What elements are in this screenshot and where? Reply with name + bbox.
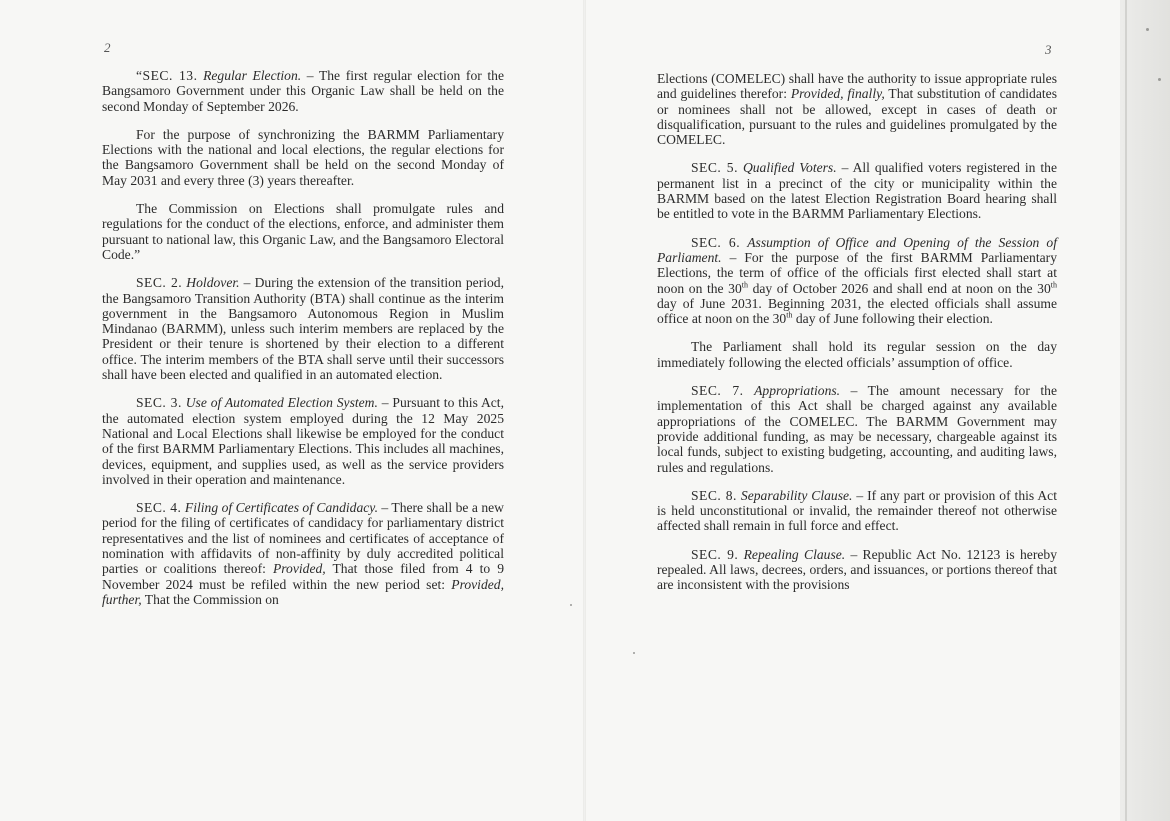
section-body: That those filed from 4 to 9 November 2024 must be refiled within the new period set: bbox=[102, 561, 505, 592]
sec-9-repealing bbox=[657, 547, 1057, 593]
ordinal-suffix: th bbox=[1050, 280, 1057, 290]
page-number-right: 3 bbox=[1045, 42, 1052, 57]
scan-edge bbox=[1120, 0, 1170, 821]
scan-edge-line bbox=[1125, 0, 1127, 821]
page-number-left: 2 bbox=[104, 40, 111, 55]
sec-7-appropriations bbox=[657, 383, 1057, 475]
sec-6-paragraph-2: The Parliament shall hold its regular session on the day immediately following the elected officials’ assumption of office. bbox=[657, 339, 1057, 370]
section-label: SEC. 5. bbox=[691, 160, 738, 176]
section-body: – There shall be a new period for the filing of certificates of candidacy for parliamentary district representatives and the list of nominees and certificates of acceptance of nomination with affidavits of non-affinity by duly accredited political parties or coalitions thereof: bbox=[102, 500, 504, 577]
section-body: day of June following their election. bbox=[792, 311, 993, 327]
section-body: – If any part or provision of this Act is held unconstitutional or invalid, the remainder thereof not otherwise affected shall remain in full force and effect. bbox=[657, 487, 1057, 534]
section-body: – The amount necessary for the implementation of this Act shall be charged against any available appropriations of the COMELEC. The BARMM Government may provide additional funding, as may be necessary, chargeable against its local funds, subject to existing budgeting, accounting, and auditing laws, rules and regulations. bbox=[657, 383, 1057, 475]
section-title: Separability Clause. bbox=[740, 487, 853, 503]
section-body: – All qualified voters registered in the permanent list in a precinct of the city or municipality within the BARMM based on the latest Election Registration Board hearing shall be entitled to vote in the BARMM Parliamentary Elections. bbox=[657, 160, 1057, 222]
section-body: That the Commission on bbox=[141, 591, 279, 607]
section-label: SEC. 7. bbox=[691, 383, 744, 399]
section-title: Regular Election. bbox=[203, 68, 302, 83]
scan-speck bbox=[1146, 28, 1149, 31]
proviso-text: Provided, further, bbox=[102, 576, 504, 607]
proviso-text: Provided, bbox=[272, 561, 326, 577]
section-label: SEC. 8. bbox=[691, 487, 737, 503]
section-title: Holdover. bbox=[186, 275, 240, 291]
sec-13-paragraph-2: For the purpose of synchronizing the BARMM Parliamentary Elections with the national and local elections, the regular elections for the Bangsamoro Government shall be held on the second Monday of May 2031 and every three (3) years thereafter. bbox=[102, 126, 504, 188]
section-label: SEC. 3. bbox=[136, 395, 182, 411]
right-text-column bbox=[657, 71, 1057, 606]
scan-speck bbox=[1158, 78, 1161, 81]
section-body: day of October 2026 and shall end at noon on the 30 bbox=[748, 280, 1051, 296]
section-label: SEC. 2. bbox=[136, 275, 183, 291]
section-body: – Pursuant to this Act, the automated election system employed during the 12 May 2025 National and Local Elections shall likewise be employed for the conduct of the first BARMM Parliamentary Elections. This includes all machines, devices, equipment, and supplies used, as well as the service providers involved in their operation and maintenance. bbox=[102, 395, 504, 487]
section-title: Appropriations. bbox=[754, 383, 841, 399]
scan-speck bbox=[633, 652, 635, 654]
sec-8-separability bbox=[657, 488, 1057, 534]
section-body: That substitution of candidates or nominees shall not be allowed, except in cases of death or disqualification, pursuant to the rules and guidelines promulgated by the COMELEC. bbox=[657, 86, 1057, 148]
section-label: SEC. 4. bbox=[136, 500, 182, 516]
section-body: – The first regular election for the Bangsamoro Government under this Organic Law shall be held on the second Monday of September 2026. bbox=[102, 68, 504, 114]
proviso-text: Provided, finally, bbox=[790, 86, 885, 102]
sec-4-continuation bbox=[657, 71, 1057, 147]
section-body: Elections (COMELEC) shall have the authority to issue appropriate rules and guidelines therefor: bbox=[657, 71, 1057, 102]
sec-5-qualified-voters bbox=[657, 160, 1057, 221]
sec-13-paragraph bbox=[102, 68, 504, 114]
sec-4-certificates-of-candidacy bbox=[102, 500, 504, 607]
section-body: – Republic Act No. 12123 is hereby repealed. All laws, decrees, orders, and issuances, or portions thereof that are inconsistent with the provisions bbox=[657, 546, 1057, 593]
section-title: Assumption of Office and Opening of the Session of Parliament. bbox=[657, 234, 1057, 265]
section-title: Repealing Clause. bbox=[743, 546, 846, 562]
left-text-column bbox=[102, 68, 504, 620]
section-label: “SEC. 13. bbox=[136, 68, 198, 83]
sec-13-paragraph-3: The Commission on Elections shall promulgate rules and regulations for the conduct of the elections, enforce, and administer them pursuant to national law, this Organic Law, and the Bangsamoro Electoral Code.” bbox=[102, 201, 504, 262]
section-label: SEC. 6. bbox=[691, 234, 741, 250]
ordinal-suffix: th bbox=[741, 280, 748, 290]
book-spine bbox=[583, 0, 586, 821]
sec-6-assumption-of-office bbox=[657, 235, 1057, 327]
section-body: – During the extension of the transition period, the Bangsamoro Transition Authority (BTA) shall continue as the interim government in the Bangsamoro Autonomous Region in Muslim Mindanao (BARMM), unless such interim members are replaced by the President or their tenure is shortened by their election to a different office. The interim members of the BTA shall serve until their successors shall have been elected and qualified in an automated election. bbox=[102, 275, 504, 383]
ordinal-suffix: th bbox=[786, 310, 793, 320]
section-title: Use of Automated Election System. bbox=[185, 395, 378, 411]
scan-speck bbox=[570, 604, 572, 606]
section-body: – For the purpose of the first BARMM Parliamentary Elections, the term of office of the officials first elected shall start at noon on the 30 bbox=[657, 249, 1057, 296]
section-label: SEC. 9. bbox=[691, 546, 739, 562]
section-title: Qualified Voters. bbox=[742, 160, 837, 176]
sec-2-holdover bbox=[102, 275, 504, 382]
sec-3-automated-election bbox=[102, 395, 504, 487]
section-title: Filing of Certificates of Candidacy. bbox=[184, 500, 378, 516]
section-body: day of June 2031. Beginning 2031, the elected officials shall assume office at noon on the 30 bbox=[657, 295, 1057, 327]
